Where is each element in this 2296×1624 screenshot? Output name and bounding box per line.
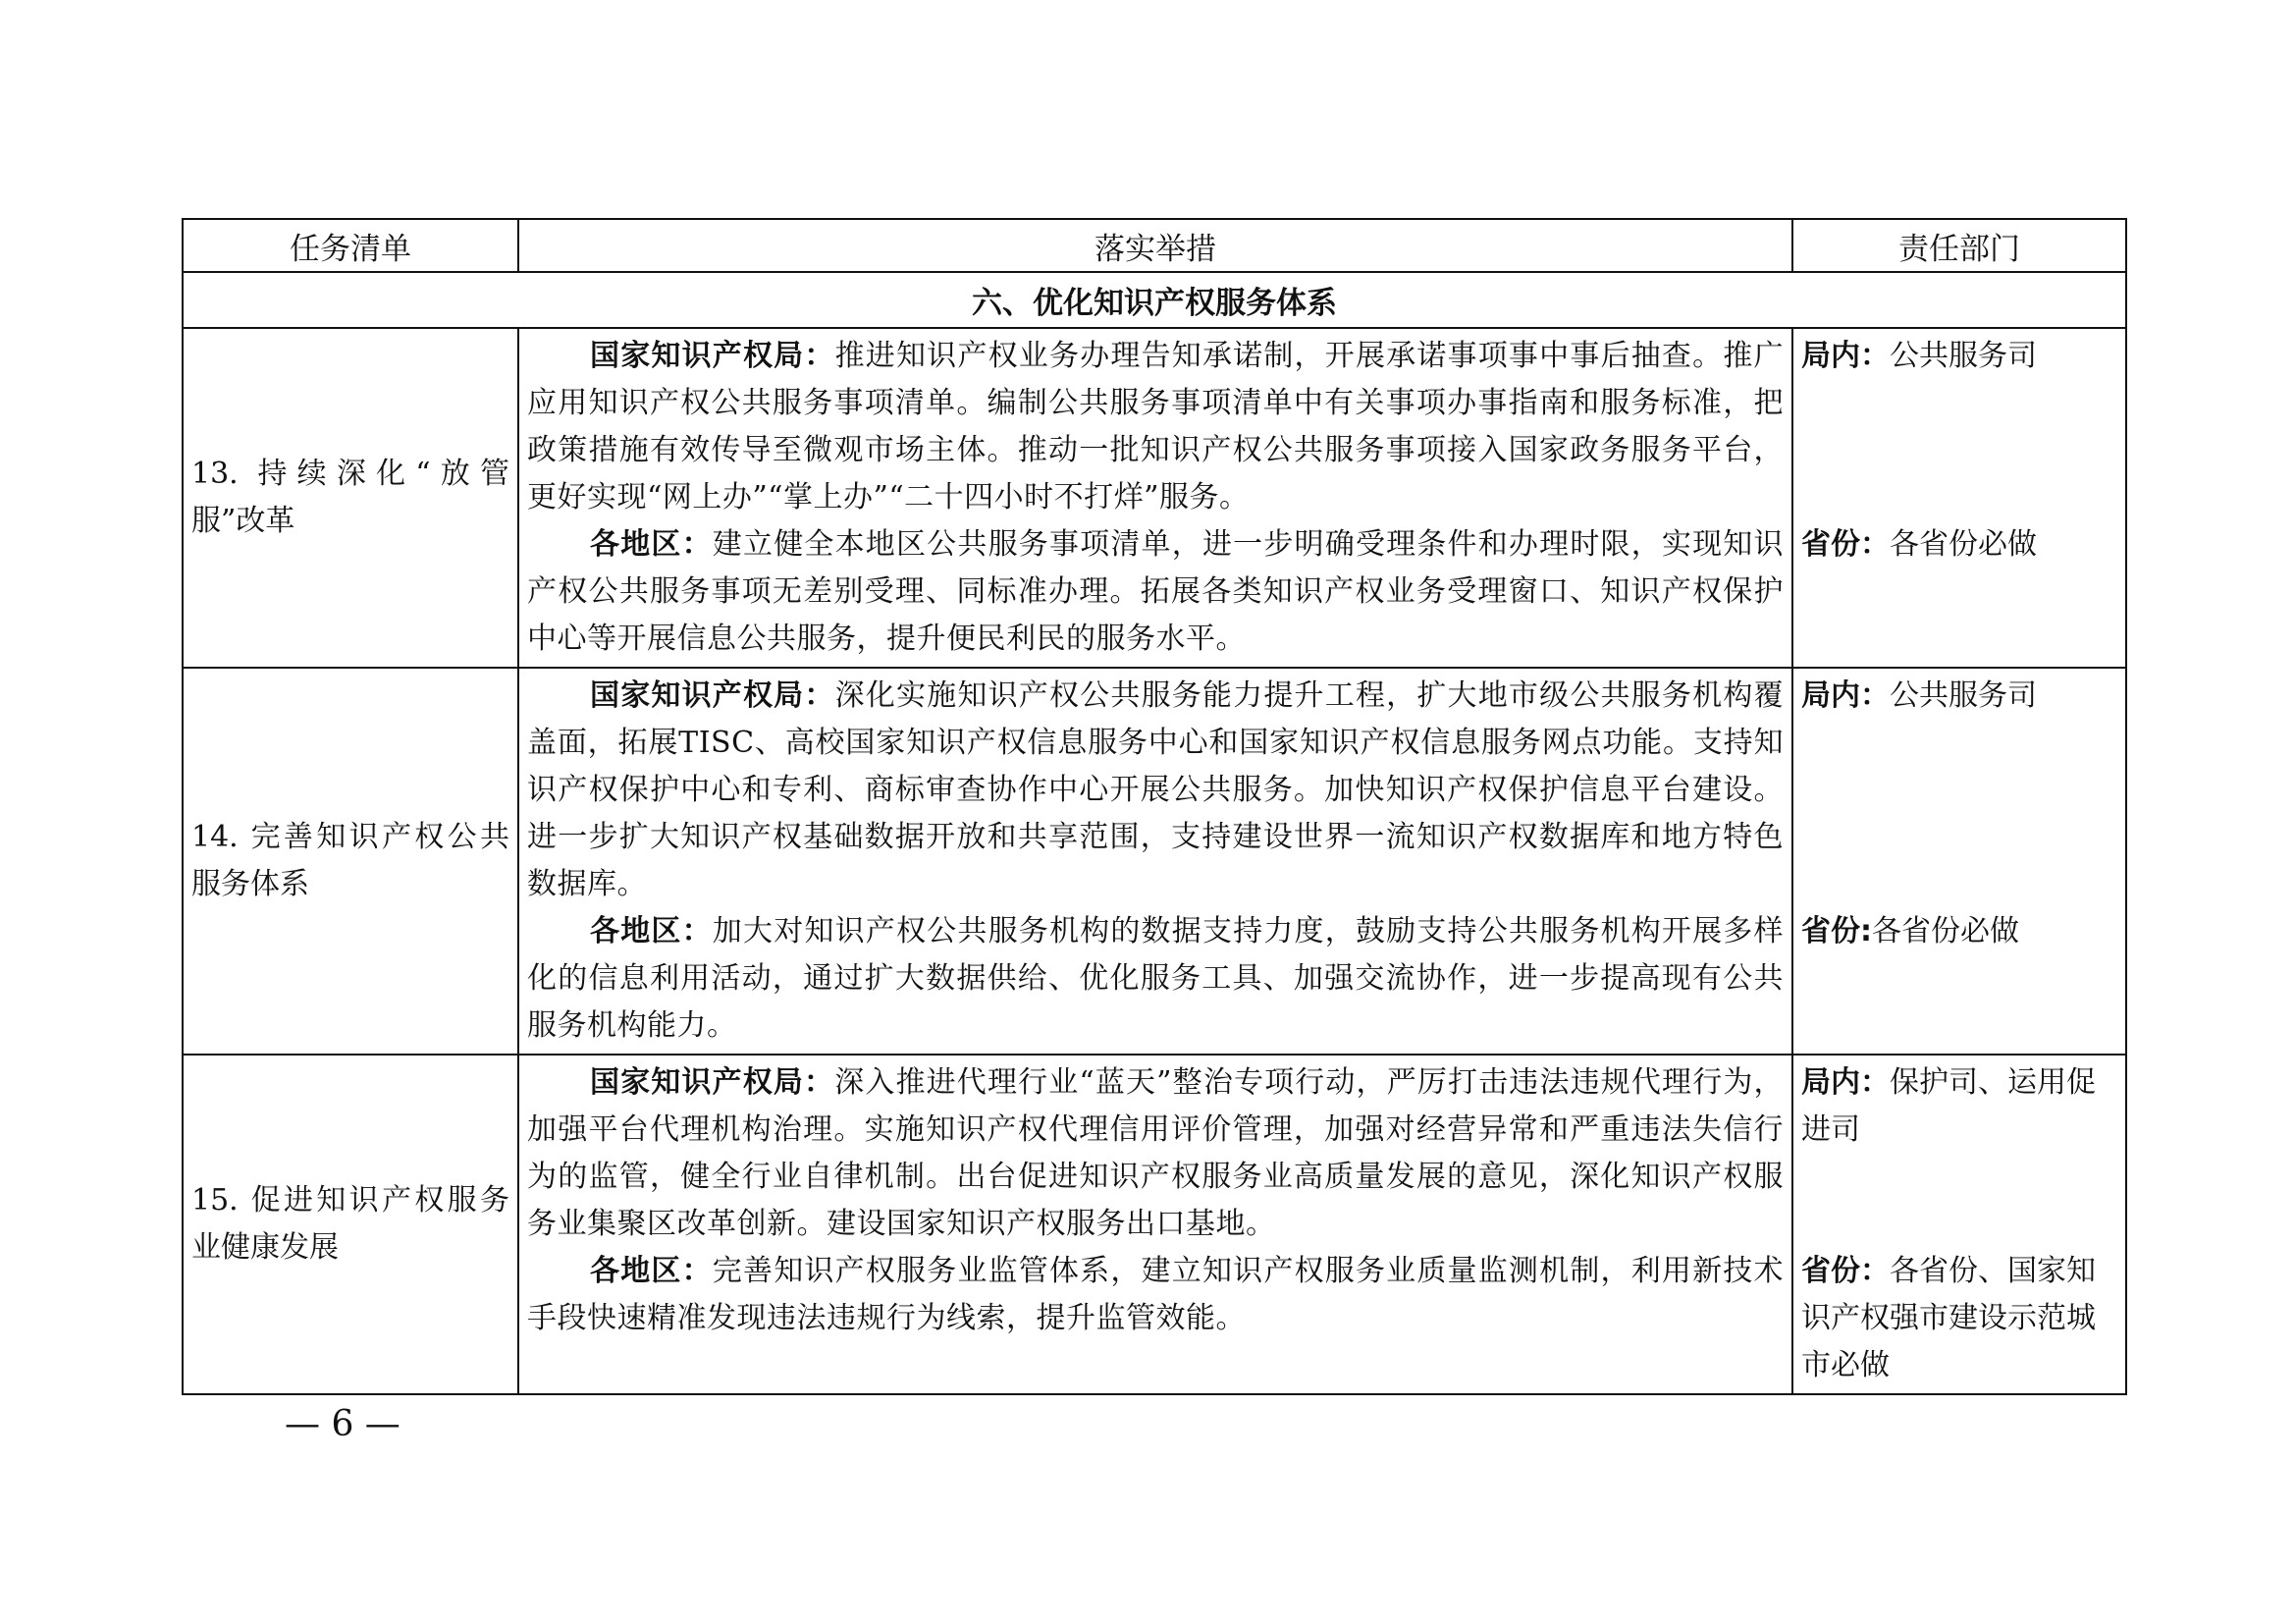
table-row	[183, 668, 2126, 1055]
national-measure	[527, 673, 1784, 908]
department-cell	[1792, 1055, 2126, 1394]
national-label: 国家知识产权局：	[590, 1065, 835, 1100]
national-text: 深入推进代理行业“蓝天”整治专项行动，严厉打击违法违规代理行为，加强平台代理机构治理。实施知识产权代理信用评价管理，加强对经营异常和严重违法失信行为的监管，健全行业自律机制。出台促进知识产权服务业高质量发展的意见，深化知识产权服务业集聚区改革创新。建设国家知识产权服务出口基地。	[527, 1065, 1784, 1241]
department-cell	[1792, 328, 2126, 668]
national-label: 国家知识产权局：	[590, 678, 835, 713]
department-cell	[1792, 668, 2126, 1055]
province-value: 各省份、国家知识产权强市建设示范城市必做	[1801, 1254, 2096, 1382]
province-label: 省份：	[1801, 1254, 1890, 1288]
local-text: 完善知识产权服务业监管体系，建立知识产权服务业质量监测机制，利用新技术手段快速精准发现违法违规行为线索，提升监管效能。	[527, 1254, 1785, 1335]
header-tasks: 任务清单	[183, 219, 518, 272]
inner-dept	[1801, 333, 2117, 380]
inner-label: 局内：	[1801, 339, 1890, 373]
table-row	[183, 1055, 2126, 1394]
local-text: 建立健全本地区公共服务事项清单，进一步明确受理条件和办理时限，实现知识产权公共服务事项无差别受理、同标准办理。拓展各类知识产权业务受理窗口、知识产权保护中心等开展信息公共服务，提升便民利民的服务水平。	[527, 527, 1785, 656]
national-measure	[527, 1059, 1784, 1248]
task-cell: 14. 完善知识产权公共服务体系	[183, 668, 518, 1055]
inner-value: 公共服务司	[1890, 678, 2037, 713]
local-measure	[527, 1248, 1784, 1342]
local-measure	[527, 521, 1784, 663]
local-label: 各地区：	[590, 914, 713, 948]
task-cell: 15. 促进知识产权服务业健康发展	[183, 1055, 518, 1394]
local-label: 各地区：	[590, 527, 713, 562]
local-text: 加大对知识产权公共服务机构的数据支持力度，鼓励支持公共服务机构开展多样化的信息利用活动，通过扩大数据供给、优化服务工具、加强交流协作，进一步提高现有公共服务机构能力。	[527, 914, 1785, 1043]
province-dept	[1801, 521, 2117, 568]
table-row	[183, 328, 2126, 668]
inner-dept	[1801, 673, 2117, 720]
inner-dept	[1801, 1059, 2117, 1154]
tasks-table	[182, 218, 2127, 1395]
national-text: 推进知识产权业务办理告知承诺制，开展承诺事项事中事后抽查。推广应用知识产权公共服务事项清单。编制公共服务事项清单中有关事项办事指南和服务标准，把政策措施有效传导至微观市场主体。推动一批知识产权公共服务事项接入国家政务服务平台，更好实现“网上办”“掌上办”“二十四小时不打烊”服务。	[527, 339, 1785, 514]
national-text: 深化实施知识产权公共服务能力提升工程，扩大地市级公共服务机构覆盖面，拓展TISC、高校国家知识产权信息服务中心和国家知识产权信息服务网点功能。支持知识产权保护中心和专利、商标审查协作中心开展公共服务。加快知识产权保护信息平台建设。进一步扩大知识产权基础数据开放和共享范围，支持建设世界一流知识产权数据库和地方特色数据库。	[527, 678, 1785, 901]
section-title: 六、优化知识产权服务体系	[183, 272, 2126, 328]
header-measures: 落实举措	[518, 219, 1792, 272]
national-label: 国家知识产权局：	[590, 339, 835, 373]
measures-cell	[518, 668, 1792, 1055]
inner-label: 局内：	[1801, 1065, 1890, 1100]
inner-label: 局内：	[1801, 678, 1890, 713]
header-row	[183, 219, 2126, 272]
province-dept	[1801, 908, 2117, 955]
inner-value: 保护司、运用促进司	[1801, 1065, 2096, 1147]
header-department: 责任部门	[1792, 219, 2126, 272]
province-label: 省份:	[1801, 914, 1872, 948]
province-label: 省份：	[1801, 527, 1890, 562]
page-number: — 6 —	[285, 1404, 400, 1444]
province-value: 各省份必做	[1890, 527, 2037, 562]
section-row	[183, 272, 2126, 328]
national-measure	[527, 333, 1784, 521]
local-measure	[527, 908, 1784, 1050]
local-label: 各地区：	[590, 1254, 713, 1288]
task-cell: 13. 持续深化“放管服”改革	[183, 328, 518, 668]
inner-value: 公共服务司	[1890, 339, 2037, 373]
province-value: 各省份必做	[1872, 914, 2019, 948]
measures-cell	[518, 328, 1792, 668]
province-dept	[1801, 1248, 2117, 1389]
measures-cell	[518, 1055, 1792, 1394]
